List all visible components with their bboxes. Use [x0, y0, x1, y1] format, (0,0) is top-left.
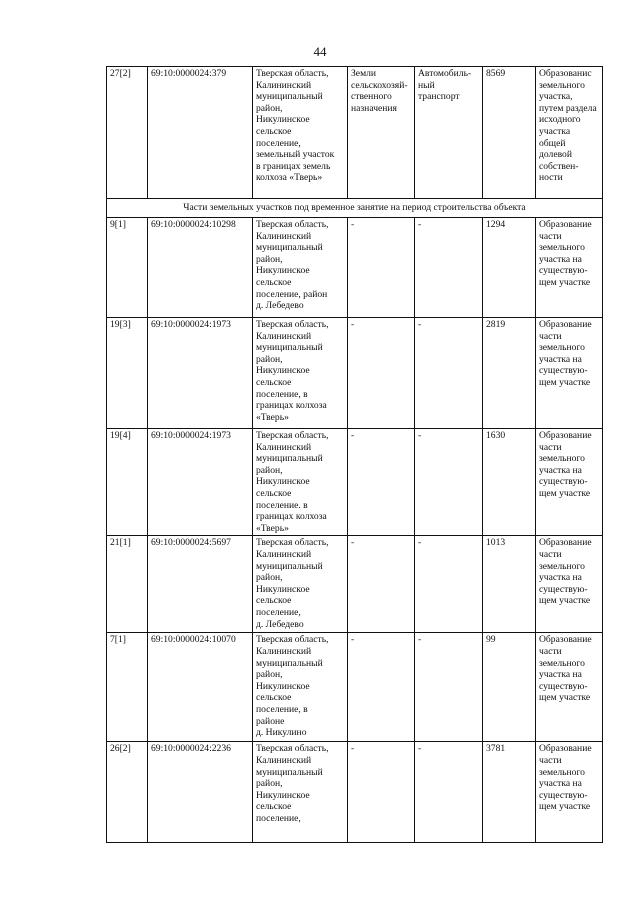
cell-note: Образование части земельного участка на существую- щем участке	[536, 318, 603, 429]
section-row	[107, 199, 603, 218]
cell-land-category: -	[348, 318, 415, 429]
cell-area: 3781	[483, 742, 536, 843]
cell-permitted-use: -	[415, 742, 483, 843]
cell-number: 19[4]	[107, 429, 148, 536]
cell-area: 1630	[483, 429, 536, 536]
cell-number: 26[2]	[107, 742, 148, 843]
cell-permitted-use: -	[415, 633, 483, 742]
cell-cadastral-number: 69:10:0000024:1973	[148, 429, 253, 536]
cell-cadastral-number: 69:10:0000024:379	[148, 67, 253, 199]
cell-note: Образование части земельного участка на существую- щем участке	[536, 429, 603, 536]
page-number: 44	[313, 44, 327, 59]
cell-permitted-use: -	[415, 429, 483, 536]
cell-note: Образование части земельного участка на существую- щем участке	[536, 742, 603, 843]
cell-address: Тверская область, Калининский муниципальный район, Никулинское сельское поселение, в районе д. Никулино	[253, 633, 348, 742]
cell-area: 8569	[483, 67, 536, 199]
cell-land-category: -	[348, 633, 415, 742]
table-row	[107, 67, 603, 199]
cell-cadastral-number: 69:10:0000024:5697	[148, 536, 253, 633]
cell-land-category: -	[348, 742, 415, 843]
cell-address: Тверская область, Калининский муниципальный район, Никулинское сельское поселение,	[253, 742, 348, 843]
cell-address: Тверская область, Калининский муниципальный район, Никулинское сельское поселение, земельный участок в границах земель колхоза «Тверь»	[253, 67, 348, 199]
cell-number: 7[1]	[107, 633, 148, 742]
cell-permitted-use: Автомобиль- ный транспорт	[415, 67, 483, 199]
cell-address: Тверская область, Калининский муниципальный район, Никулинское сельское поселение, в границах колхоза «Тверь»	[253, 318, 348, 429]
cell-land-category: Земли сельскохозяй- ственного назначения	[348, 67, 415, 199]
cell-note: Образование части земельного участка на существую- щем участке	[536, 218, 603, 318]
cell-note: Образование части земельного участка на существую- щем участке	[536, 536, 603, 633]
cell-permitted-use: -	[415, 218, 483, 318]
cell-cadastral-number: 69:10:0000024:10298	[148, 218, 253, 318]
cell-cadastral-number: 69:10:0000024:10070	[148, 633, 253, 742]
table-row	[107, 429, 603, 536]
cell-address: Тверская область, Калининский муниципальный район, Никулинское сельское поселение, район д. Лебедево	[253, 218, 348, 318]
cell-land-category: -	[348, 536, 415, 633]
cell-number: 21[1]	[107, 536, 148, 633]
cell-cadastral-number: 69:10:0000024:2236	[148, 742, 253, 843]
table-row	[107, 633, 603, 742]
cell-area: 1294	[483, 218, 536, 318]
cell-area: 99	[483, 633, 536, 742]
cell-number: 27[2]	[107, 67, 148, 199]
table-row	[107, 218, 603, 318]
cell-area: 1013	[483, 536, 536, 633]
cell-note: Образование части земельного участка на существую- щем участке	[536, 633, 603, 742]
cell-address: Тверская область, Калининский муниципальный район, Никулинское сельское поселение, д. Лебедево	[253, 536, 348, 633]
section-title: Части земельных участков под временное занятие на период строительства объекта	[107, 199, 603, 218]
cell-permitted-use: -	[415, 536, 483, 633]
cell-number: 19[3]	[107, 318, 148, 429]
cell-land-category: -	[348, 218, 415, 318]
table-row	[107, 318, 603, 429]
cell-area: 2819	[483, 318, 536, 429]
cell-number: 9[1]	[107, 218, 148, 318]
table-row	[107, 536, 603, 633]
cell-note: Образованис земельного участка, путем раздела исходного участка общей долевой собствен- ности	[536, 67, 603, 199]
table-row	[107, 742, 603, 843]
land-plots-table	[106, 66, 603, 843]
cell-land-category: -	[348, 429, 415, 536]
cell-address: Тверская область, Калининский муниципальный район, Никулинское сельское поселение. в границах колхоза «Тверь»	[253, 429, 348, 536]
cell-cadastral-number: 69:10:0000024:1973	[148, 318, 253, 429]
cell-permitted-use: -	[415, 318, 483, 429]
